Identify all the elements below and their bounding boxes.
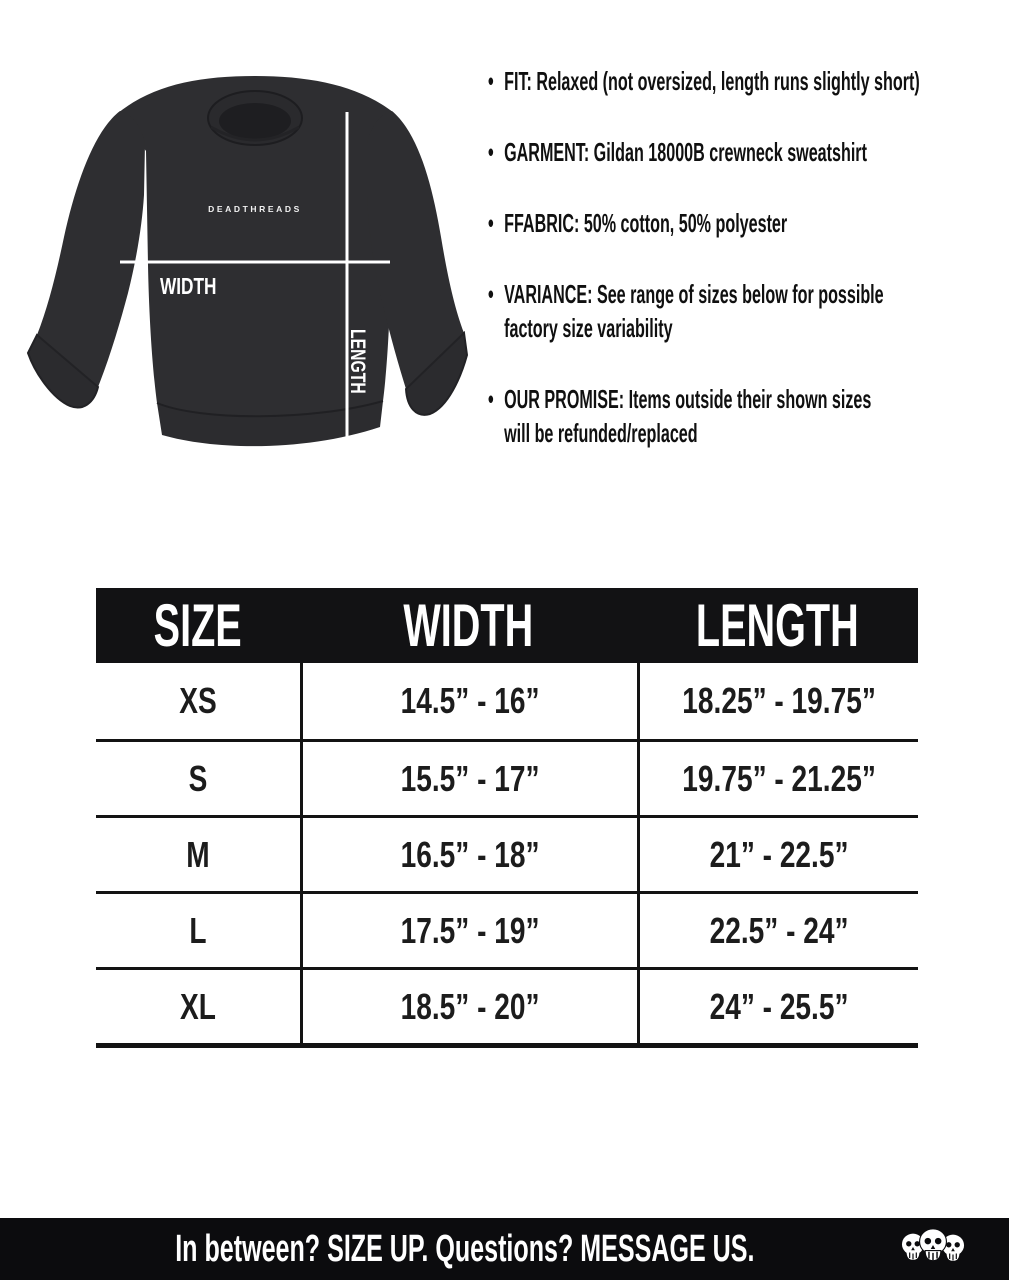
length-cell: 18.25” - 19.75” bbox=[637, 663, 918, 739]
width-cell: 15.5” - 17” bbox=[300, 742, 637, 815]
size-cell: XS bbox=[179, 680, 217, 721]
bullet-icon: • bbox=[488, 66, 494, 96]
detail-text: GARMENT: Gildan 18000B crewneck sweatshirt bbox=[504, 137, 867, 167]
width-cell: 16.5” - 18” bbox=[300, 818, 637, 891]
column-header-width: WIDTH bbox=[403, 592, 534, 659]
product-detail-promise: • OUR PROMISE: Items outside their shown sizes will be refunded/replaced bbox=[488, 384, 872, 448]
width-cell: 14.5” - 16” bbox=[300, 663, 637, 739]
product-detail-variance: • VARIANCE: See range of sizes below for possible factory size variability bbox=[488, 279, 884, 343]
detail-text: FIT: Relaxed (not oversized, length runs slightly short) bbox=[504, 66, 920, 96]
detail-text: VARIANCE: See range of sizes below for possible bbox=[504, 279, 884, 309]
sweatshirt-left-sleeve bbox=[37, 111, 145, 387]
size-row-m bbox=[96, 815, 918, 891]
size-chart-table bbox=[96, 588, 918, 1048]
length-cell: 24” - 25.5” bbox=[637, 970, 918, 1043]
product-detail-fabric bbox=[488, 206, 984, 240]
size-row-l bbox=[96, 891, 918, 967]
width-cell: 18.5” - 20” bbox=[300, 970, 637, 1043]
size-cell: S bbox=[188, 757, 208, 799]
size-chart-body bbox=[96, 663, 918, 1048]
sweatshirt-product-image bbox=[8, 55, 488, 465]
length-cell: 21” - 22.5” bbox=[637, 818, 918, 891]
three-skulls-icon bbox=[897, 1225, 969, 1273]
column-header-length: LENGTH bbox=[696, 592, 859, 659]
length-measure-label: LENGTH bbox=[346, 329, 371, 394]
collar-opening bbox=[219, 103, 291, 139]
bullet-icon: • bbox=[488, 384, 494, 414]
size-chart-header-row bbox=[96, 588, 918, 663]
detail-text: FFABRIC: 50% cotton, 50% polyester bbox=[504, 208, 788, 238]
size-cell: M bbox=[186, 833, 210, 875]
size-row-xs bbox=[96, 663, 918, 739]
footer-bar bbox=[0, 1218, 1009, 1280]
width-measure-label: WIDTH bbox=[160, 274, 217, 300]
product-detail-fit bbox=[488, 64, 984, 98]
size-row-s bbox=[96, 739, 918, 815]
column-header-size: SIZE bbox=[153, 592, 243, 659]
chest-print-brand: DEADTHREADS bbox=[208, 204, 302, 214]
product-details-list bbox=[488, 64, 984, 450]
size-cell: XL bbox=[180, 985, 216, 1027]
bullet-icon: • bbox=[488, 137, 494, 167]
bullet-icon: • bbox=[488, 208, 494, 238]
length-cell: 19.75” - 21.25” bbox=[637, 742, 918, 815]
size-row-xl bbox=[96, 967, 918, 1043]
bullet-icon: • bbox=[488, 279, 494, 309]
size-cell: L bbox=[189, 909, 207, 951]
footer-message: In between? SIZE UP. Questions? MESSAGE US. bbox=[174, 1227, 755, 1270]
skull-middle bbox=[920, 1229, 947, 1261]
detail-text: OUR PROMISE: Items outside their shown sizes bbox=[504, 384, 872, 414]
width-cell: 17.5” - 19” bbox=[300, 894, 637, 967]
product-detail-garment bbox=[488, 135, 984, 169]
length-cell: 22.5” - 24” bbox=[637, 894, 918, 967]
